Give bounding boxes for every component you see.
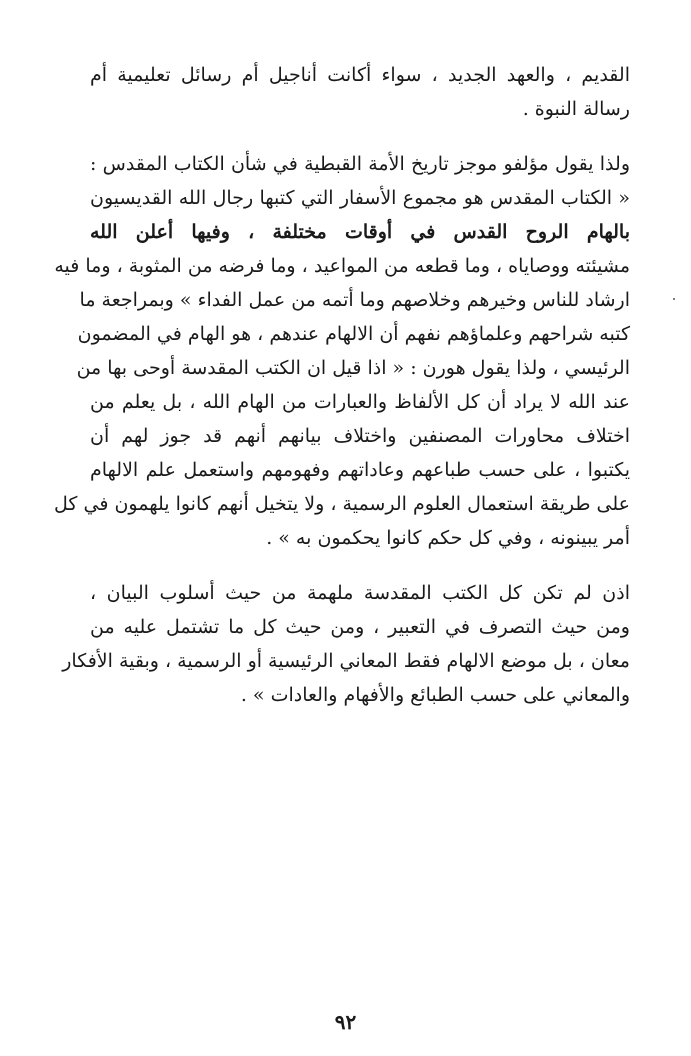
paragraph-3 — [62, 576, 630, 712]
paragraph-1 — [90, 58, 630, 126]
text-line: يكتبوا ، على حسب طباعهم وعاداتهم وفهومهم واستعمل علم الالهام — [90, 459, 630, 481]
text-line: اذن لم تكن كل الكتب المقدسة ملهمة من حيث أسلوب البيان ، — [90, 582, 630, 604]
text-line: بالهام الروح القدس في أوقات مختلفة ، وفيها أعلن الله — [90, 221, 630, 243]
text-line: والمعاني على حسب الطبائع والأفهام والعادات » . — [240, 684, 630, 706]
text-line: ومن حيث التصرف في التعبير ، ومن حيث كل ما تشتمل عليه من — [90, 616, 630, 638]
text-line: عند الله لا يراد أن كل الألفاظ والعبارات من الهام الله ، بل يعلم من — [90, 391, 630, 413]
paragraph-2 — [54, 147, 630, 555]
text-line: ارشاد للناس وخيرهم وخلاصهم وما أتمه من عمل الفداء » وبمراجعة ما — [79, 289, 630, 311]
page-number: ٩٢ — [334, 1010, 357, 1034]
page-body — [54, 58, 630, 733]
text-line: « الكتاب المقدس هو مجموع الأسفار التي كتبها رجال الله القديسيون — [90, 187, 630, 209]
text-line: رسالة النبوة . — [522, 98, 630, 120]
margin-speck — [673, 298, 675, 300]
text-line: كتبه شراحهم وعلماؤهم نفهم أن الالهام عندهم ، هو الهام في المضمون — [77, 323, 630, 345]
text-line: الرئيسي ، ولذا يقول هورن : « اذا قيل ان الكتب المقدسة أوحى بها من — [76, 357, 630, 379]
text-line: ولذا يقول مؤلفو موجز تاريخ الأمة القبطية في شأن الكتاب المقدس : — [90, 153, 630, 175]
text-line: مشيئته ووصاياه ، وما قطعه من المواعيد ، وما فرضه من المثوبة ، وما فيه — [54, 255, 630, 277]
text-line: القديم ، والعهد الجديد ، سواء أكانت أناجيل أم رسائل تعليمية أم — [90, 64, 630, 86]
text-line: اختلاف محاورات المصنفين واختلاف بيانهم أنهم قد جوز لهم أن — [90, 425, 630, 447]
text-line: على طريقة استعمال العلوم الرسمية ، ولا يتخيل أنهم كانوا يلهمون في كل — [54, 493, 630, 515]
text-line: معان ، بل موضع الالهام فقط المعاني الرئيسية أو الرسمية ، وبقية الأفكار — [62, 650, 630, 672]
text-line: أمر يبينونه ، وفي كل حكم كانوا يحكمون به » . — [266, 527, 630, 549]
